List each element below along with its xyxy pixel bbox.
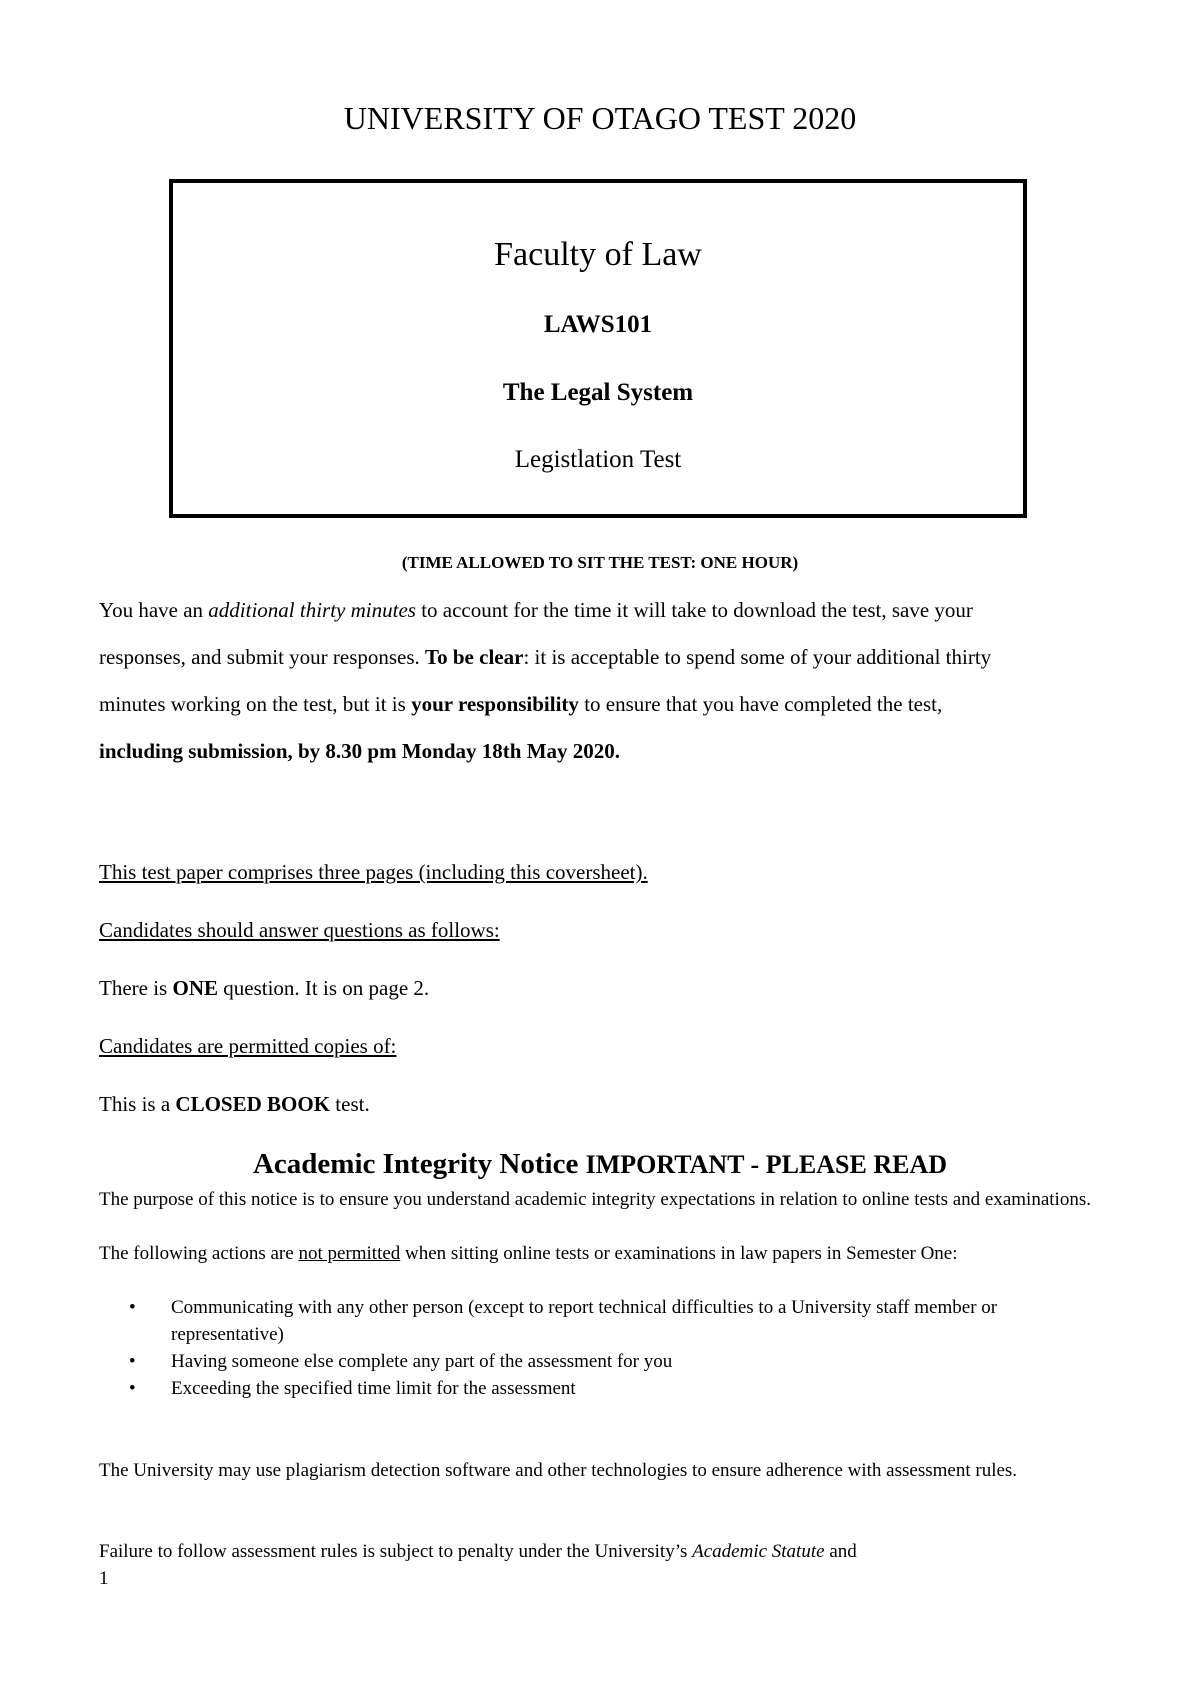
intro-bold-clear: To be clear <box>425 645 524 669</box>
integrity-heading <box>0 1148 1200 1181</box>
intro-text-1: You have an <box>99 598 209 622</box>
question-post: question. It is on page 2. <box>218 976 430 1000</box>
question-count: ONE <box>172 976 218 1000</box>
integrity-heading-main: Academic Integrity Notice <box>252 1148 579 1180</box>
course-title: The Legal System <box>502 379 694 406</box>
cover-box <box>169 179 1027 518</box>
intro-emphasis: additional thirty minutes <box>208 598 416 622</box>
question-statement <box>99 976 429 1001</box>
bullet-text: Having someone else complete any part of the assessment for you <box>171 1351 673 1372</box>
actions-post: when sitting online tests or examinations in law papers in Semester One: <box>400 1243 958 1264</box>
failure-notice <box>99 1538 1099 1565</box>
intro-text-3: : it is acceptable to spend some of your additional thirty minutes working on the test, but it is <box>99 645 992 716</box>
integrity-heading-important: IMPORTANT - PLEASE READ <box>585 1150 948 1179</box>
closed-book: CLOSED BOOK <box>175 1092 331 1116</box>
actions-not-permitted: not permitted <box>298 1243 401 1264</box>
prohibited-actions-list <box>99 1294 1099 1402</box>
bullet-icon: • <box>129 1297 136 1318</box>
bullet-text: Communicating with any other person (except to report technical difficulties to a University staff member or representative) <box>171 1297 998 1345</box>
actions-pre: The following actions are <box>99 1243 299 1264</box>
intro-paragraph <box>99 587 1029 775</box>
pages-statement: This test paper comprises three pages (including this coversheet). <box>99 860 648 884</box>
faculty-name: Faculty of Law <box>494 236 702 273</box>
list-item <box>99 1348 1099 1375</box>
bullet-icon: • <box>129 1351 136 1372</box>
integrity-purpose: The purpose of this notice is to ensure you understand academic integrity expectations in relation to online tests and examinations. <box>99 1189 1091 1210</box>
intro-bold-responsibility: your responsibility <box>411 692 579 716</box>
test-name: Legistlation Test <box>514 446 682 473</box>
list-item <box>99 1294 1099 1348</box>
time-allowed: (TIME ALLOWED TO SIT THE TEST: ONE HOUR) <box>401 553 799 572</box>
permitted-heading: Candidates are permitted copies of: <box>99 1034 397 1058</box>
list-item <box>99 1375 1099 1402</box>
page-title: UNIVERSITY OF OTAGO TEST 2020 <box>343 100 857 136</box>
failure-pre: Failure to follow assessment rules is subject to penalty under the University’s <box>99 1541 693 1562</box>
failure-post: and <box>824 1541 857 1562</box>
closed-book-statement <box>99 1092 370 1117</box>
question-pre: There is <box>99 976 173 1000</box>
academic-statute: Academic Statute <box>692 1541 825 1562</box>
bullet-icon: • <box>129 1378 136 1399</box>
bullet-text: Exceeding the specified time limit for the assessment <box>171 1378 576 1399</box>
intro-text-4: to ensure that you have completed the test, <box>578 692 943 716</box>
page-number: 1 <box>99 1568 109 1589</box>
plagiarism-notice: The University may use plagiarism detection software and other technologies to ensure adherence with assessment rules. <box>99 1460 1018 1481</box>
closed-pre: This is a <box>99 1092 176 1116</box>
answer-heading: Candidates should answer questions as follows: <box>99 918 500 942</box>
integrity-actions <box>99 1240 1099 1267</box>
intro-bold-deadline: including submission, by 8.30 pm Monday 18th May 2020. <box>99 739 621 763</box>
course-code: LAWS101 <box>543 311 653 338</box>
intro-text-2: to account for the time it will take to download the test, save your responses, and submit your responses. <box>99 598 973 669</box>
closed-post: test. <box>330 1092 370 1116</box>
